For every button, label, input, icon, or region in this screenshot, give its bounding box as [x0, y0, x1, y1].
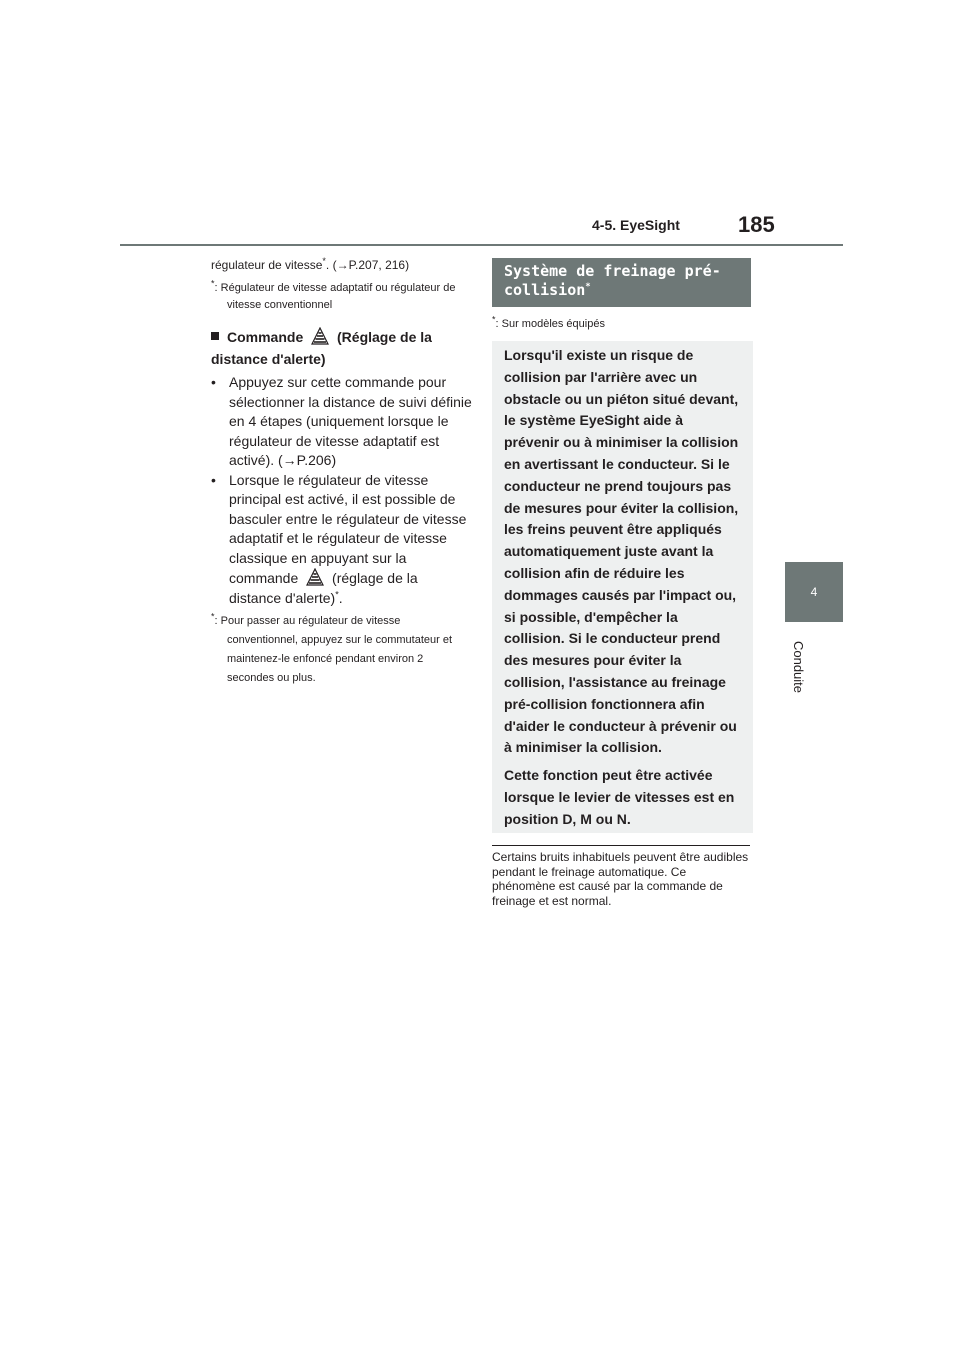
- distance-setting-icon: [305, 568, 325, 586]
- section-title-box: Système de freinage pré-collision*: [492, 258, 751, 307]
- info-box: [492, 341, 753, 833]
- info-paragraph-2: Cette fonction peut être activée lorsque le levier de vitesses est en position D, M ou N.: [504, 767, 735, 827]
- chapter-tab: 4: [785, 562, 843, 622]
- square-bullet-icon: [211, 332, 219, 340]
- section-label: 4-5. EyeSight: [592, 217, 680, 233]
- bullet-select-distance: • Appuyez sur cette commande pour sélectionner la distance de suivi définie en 4 étapes (uniquement lorsque le régulateur de vitesse adaptatif est activé). (→P.206): [211, 374, 472, 468]
- chapter-title: Conduite: [791, 640, 806, 694]
- note-rule: [492, 845, 750, 846]
- bullet-switch-cruise: • Lorsque le régulateur de vitesse principal est activé, il est possible de basculer entre le régulateur de vitesse adaptatif et le régulateur de vitesse classique en appuyant sur la commande (réglage de la distance d'alerte)*.: [211, 471, 467, 606]
- equipped-note: *: Sur modèles équipés: [492, 314, 605, 330]
- bottom-note: Certains bruits inhabituels peuvent être audibles pendant le freinage automatique. Ce phénomène est causé par la commande de freinage et est normal.: [492, 850, 749, 908]
- footnote-conventional-cruise: *: Pour passer au régulateur de vitesse conventionnel, appuyez sur le commutateur et maintenez-le enfoncé pendant environ 2 secondes ou plus.: [211, 611, 453, 684]
- distance-setting-icon: [310, 327, 330, 345]
- left-column: [211, 256, 473, 688]
- intro-line: régulateur de vitesse*. (→P.207, 216): [211, 256, 410, 272]
- footnote-cruise-type: *: Régulateur de vitesse adaptatif ou régulateur de vitesse conventionnel: [211, 278, 456, 311]
- page-number: 185: [738, 212, 775, 237]
- info-paragraph-1: Lorsqu'il existe un risque de collision par l'arrière avec un obstacle ou un piéton situé devant, le système EyeSight aide à prévenir ou à minimiser la collision en avertissant le conducteur. Si le conducteur ne prend toujours pas de mesures pour éviter la collision, les freins peuvent être appliqués automatiquement juste avant la collision afin de réduire les dommages causés par l'impact ou, si possible, d'empêcher la collision. Si le conducteur prend des mesures pour éviter la collision, l'assistance au freinage pré-collision fonctionnera afin d'aider le conducteur à prévenir ou à minimiser la collision.: [504, 347, 739, 756]
- header-rule: [120, 244, 843, 246]
- distance-command-heading: Commande (Réglage de la distance d'alerte): [211, 329, 432, 367]
